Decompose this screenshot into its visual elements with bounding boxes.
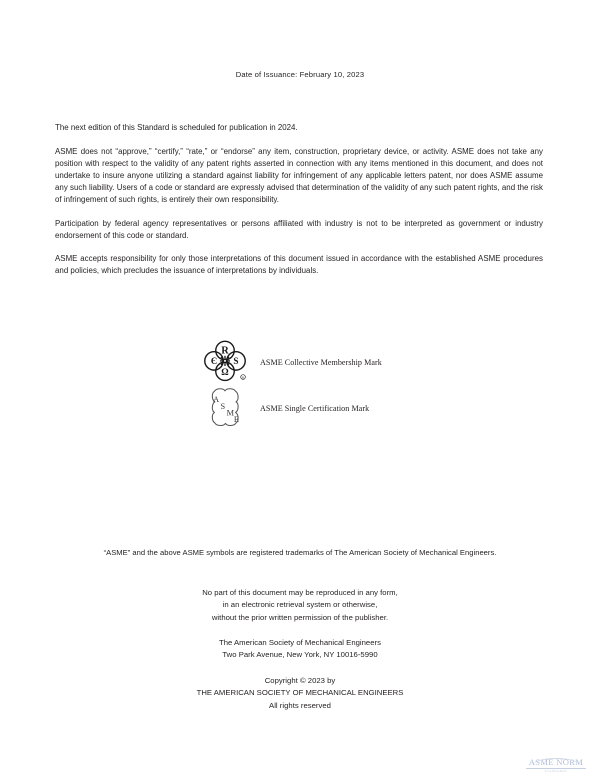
copyright-notice: [0, 675, 600, 712]
svg-text:Є: Є: [210, 355, 218, 366]
svg-text:M: M: [226, 408, 234, 418]
mark-label-collective-membership: ASME Collective Membership Mark: [260, 357, 382, 367]
watermark-title: ASME NORM: [528, 757, 584, 767]
disclaimer-body: [55, 122, 543, 277]
watermark-subtitle: STANDARDS: [544, 769, 568, 773]
copyright-holder: THE AMERICAN SOCIETY OF MECHANICAL ENGINEERS: [196, 688, 404, 698]
asme-norm-watermark: [520, 757, 592, 773]
mark-row-single-certification: [202, 386, 532, 430]
reproduction-notice: [0, 587, 600, 624]
date-of-issuance: Date of Issuance: February 10, 2023: [235, 70, 365, 79]
publisher-address: [0, 637, 600, 662]
mark-label-single-certification: ASME Single Certification Mark: [260, 403, 370, 413]
paragraph-federal-participation: Participation by federal agency representatives or persons affiliated with industry is not to be interpreted as government or industry endorsement of this code or standard.: [55, 218, 543, 240]
asme-collective-membership-mark-icon: [202, 340, 248, 384]
reproduction-line-2: in an electronic retrieval system or otherwise,: [222, 600, 378, 610]
svg-text:S: S: [220, 401, 226, 411]
svg-text:Я: Я: [221, 345, 229, 357]
mark-row-collective-membership: [202, 340, 532, 384]
publisher-name: The American Society of Mechanical Engineers: [219, 638, 381, 647]
paragraph-interpretations: ASME accepts responsibility for only those interpretations of this document issued in accordance with the established ASME procedures and policies, which precludes the issuance of interpretations by individuals.: [55, 254, 543, 276]
svg-text:R: R: [242, 375, 245, 380]
svg-text:S: S: [233, 355, 239, 366]
publisher-street: Two Park Avenue, New York, NY 10016-5990: [222, 650, 378, 660]
svg-text:Ω: Ω: [221, 366, 229, 377]
reproduction-line-1: No part of this document may be reproduced in any form,: [202, 588, 398, 597]
asme-marks-section: [202, 340, 532, 430]
paragraph-no-approval: ASME does not “approve,” “certify,” “rate,” or “endorse” any item, construction, proprietary device, or activity. ASME does not take any position with respect to the validity of any patent rights asserted in connection with any items mentioned in this document, and does not undertake to insure anyone utilizing a standard against liability for infringement of any applicable letters patent, nor does ASME assume any such liability. Users of a code or standard are expressly advised that determination of the validity of any such patent rights, and the risk of infringement of such rights, is entirely their own responsibility.: [55, 146, 543, 204]
asme-single-certification-mark-icon: [202, 386, 248, 430]
trademark-notice: “ASME” and the above ASME symbols are registered trademarks of The American Society of Mechanical Engineers.: [103, 548, 497, 557]
paragraph-next-edition: The next edition of this Standard is scheduled for publication in 2024.: [55, 123, 298, 132]
svg-text:E: E: [233, 415, 239, 425]
copyright-year: Copyright © 2023 by: [264, 676, 336, 685]
svg-text:A: A: [213, 394, 220, 404]
copyright-rights: All rights reserved: [269, 700, 331, 710]
reproduction-line-3: without the prior written permission of the publisher.: [211, 612, 389, 622]
